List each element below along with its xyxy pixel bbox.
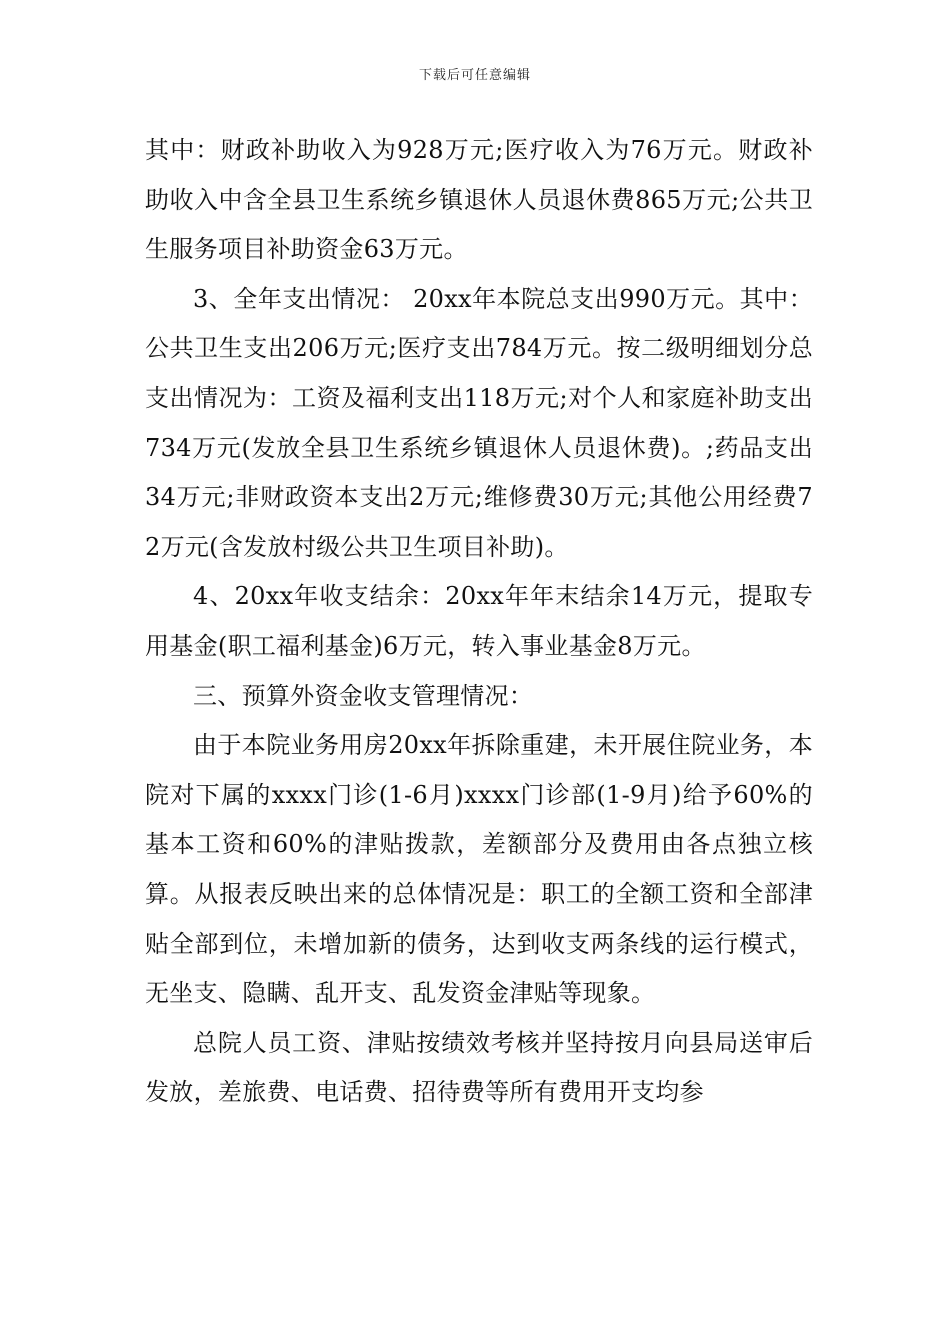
- paragraph-income-detail: 其中：财政补助收入为928万元;医疗收入为76万元。财政补助收入中含全县卫生系统乡镇退休人员退休费865万元;公共卫生服务项目补助资金63万元。: [145, 136, 813, 264]
- document-body: [145, 126, 813, 1118]
- paragraph-balance: 4、20xx年收支结余：20xx年年末结余14万元，提取专用基金(职工福利基金)6万元，转入事业基金8万元。: [145, 582, 813, 660]
- paragraph-extrabudget-detail: 由于本院业务用房20xx年拆除重建，未开展住院业务，本院对下属的xxxx门诊(1-6月)xxxx门诊部(1-9月)给予60%的基本工资和60%的津贴拨款，差额部分及费用由各点独立核算。从报表反映出来的总体情况是：职工的全额工资和全部津贴全部到位，未增加新的债务，达到收支两条线的运行模式，无坐支、隐瞒、乱开支、乱发资金津贴等现象。: [145, 731, 813, 1008]
- section-heading-extrabudget: 三、预算外资金收支管理情况：: [193, 681, 534, 710]
- paragraph-expenditure: 3、全年支出情况： 20xx年本院总支出990万元。其中：公共卫生支出206万元;医疗支出784万元。按二级明细划分总支出情况为：工资及福利支出118万元;对个人和家庭补助支出734万元(发放全县卫生系统乡镇退休人员退休费)。;药品支出34万元;非财政资本支出2万元;维修费30万元;其他公用经费72万元(含发放村级公共卫生项目补助)。: [145, 284, 813, 561]
- paragraph-salary-management: 总院人员工资、津贴按绩效考核并坚持按月向县局送审后发放，差旅费、电话费、招待费等所有费用开支均参: [145, 1028, 813, 1107]
- page-header: 下载后可任意编辑: [418, 68, 531, 83]
